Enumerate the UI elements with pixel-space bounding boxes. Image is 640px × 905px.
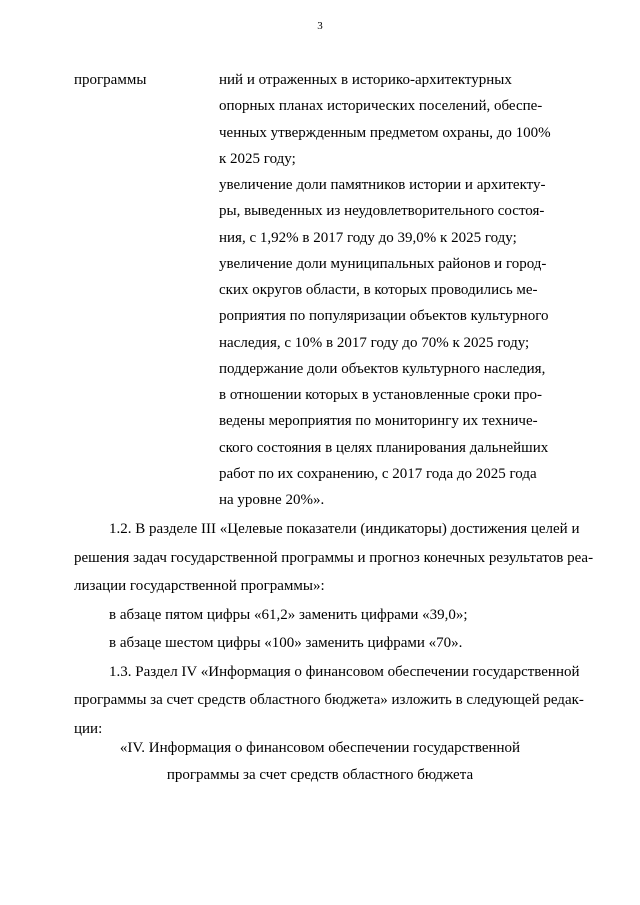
table-text-line: увеличение доли памятников истории и архитекту- [219, 177, 546, 193]
table-text-line: ры, выведенных из неудовлетворительного состоя- [219, 203, 545, 220]
table-text-line: в отношении которых в установленные сроки про- [219, 387, 542, 403]
table-text-line: к 2025 году; [219, 150, 296, 167]
table-text-line: наследия, с 10% в 2017 году до 70% к 2025 году; [219, 334, 530, 351]
table-text-line: опорных планах исторических поселений, обеспе- [219, 98, 543, 115]
table-text-line: ния, с 1,92% в 2017 году до 39,0% к 2025 году; [219, 229, 517, 246]
table-text-line: ского состояния в целях планирования дальнейших [219, 439, 549, 456]
body-line: в абзаце пятом цифры «61,2» заменить цифрами «39,0»; [109, 606, 468, 623]
table-text-line: ских округов области, в которых проводились ме- [219, 282, 538, 298]
table-text-line: увеличение доли муниципальных районов и город- [219, 255, 547, 272]
table-text-line: поддержание доли объектов культурного наследия, [219, 360, 546, 377]
body-line: лизации государственной программы»: [74, 578, 325, 594]
table-text-line: работ по их сохранению, с 2017 года до 2025 года [219, 465, 537, 482]
page-number: 3 [317, 20, 323, 32]
section-heading [0, 735, 640, 789]
table-left-cell-label: программы [74, 72, 147, 88]
body-line: 1.3. Раздел IV «Информация о финансовом обеспечении государственной [109, 663, 580, 680]
body-line: решения задач государственной программы и прогноз конечных результатов реа- [74, 549, 594, 566]
table-text-line: ведены мероприятия по мониторингу их техниче- [219, 413, 538, 430]
table-text-line: ченных утвержденным предметом охраны, до 100% [219, 124, 551, 141]
amendment-paragraphs [74, 515, 594, 743]
table-text-line: роприятия по популяризации объектов культурного [219, 308, 549, 325]
body-line: в абзаце шестом цифры «100» заменить цифрами «70». [109, 635, 463, 651]
body-line: ции: [74, 720, 103, 737]
heading-line: программы за счет средств областного бюджета [166, 767, 474, 783]
heading-line: «IV. Информация о финансовом обеспечении государственной [119, 740, 521, 756]
table-right-cell-text [219, 67, 569, 513]
table-text-line: ний и отраженных в историко-архитектурных [219, 72, 512, 88]
body-line: программы за счет средств областного бюджета» изложить в следующей редак- [74, 692, 584, 708]
body-line: 1.2. В разделе III «Целевые показатели (индикаторы) достижения целей и [109, 521, 580, 537]
table-text-line: на уровне 20%». [219, 492, 325, 508]
